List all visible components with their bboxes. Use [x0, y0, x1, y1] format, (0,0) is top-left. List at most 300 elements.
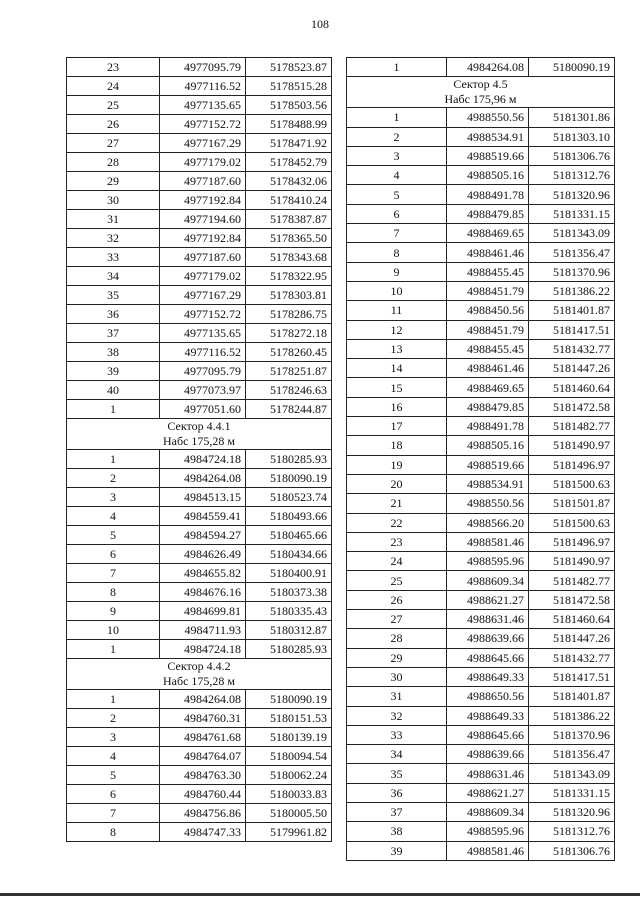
x-coordinate-cell: 4984655.82	[160, 564, 246, 583]
sector-title: Сектор 4.5	[453, 77, 508, 92]
table-row	[347, 243, 615, 262]
table-row	[347, 359, 615, 378]
y-coordinate-cell: 5178471.92	[246, 134, 332, 153]
y-coordinate-cell: 5181386.22	[529, 706, 615, 725]
point-number-cell: 29	[347, 648, 447, 667]
y-coordinate-cell: 5181331.15	[529, 783, 615, 802]
point-number-cell: 1	[67, 400, 160, 419]
x-coordinate-cell: 4977167.29	[160, 286, 246, 305]
point-number-cell: 31	[67, 210, 160, 229]
table-row	[347, 571, 615, 590]
y-coordinate-cell: 5181370.96	[529, 262, 615, 281]
table-row	[67, 621, 332, 640]
x-coordinate-cell: 4984724.18	[160, 450, 246, 469]
table-row	[347, 108, 615, 127]
y-coordinate-cell: 5178272.18	[246, 324, 332, 343]
table-row	[67, 640, 332, 659]
sector-title: Сектор 4.4.2	[167, 659, 231, 673]
y-coordinate-cell: 5180062.24	[246, 766, 332, 785]
x-coordinate-cell: 4984747.33	[160, 823, 246, 842]
table-row	[67, 172, 332, 191]
point-number-cell: 6	[347, 204, 447, 223]
y-coordinate-cell: 5178251.87	[246, 362, 332, 381]
x-coordinate-cell: 4988491.78	[447, 417, 529, 436]
table-row	[67, 400, 332, 419]
y-coordinate-cell: 5181312.76	[529, 822, 615, 841]
x-coordinate-cell: 4984264.08	[160, 690, 246, 709]
x-coordinate-cell: 4984761.68	[160, 728, 246, 747]
table-body	[347, 58, 615, 861]
sector-header	[67, 659, 332, 690]
y-coordinate-cell: 5178410.24	[246, 191, 332, 210]
y-coordinate-cell: 5178246.63	[246, 381, 332, 400]
y-coordinate-cell: 5181401.87	[529, 687, 615, 706]
point-number-cell: 35	[347, 764, 447, 783]
point-number-cell: 32	[347, 706, 447, 725]
page-number: 108	[311, 17, 329, 31]
table-row	[347, 474, 615, 493]
table-row	[67, 58, 332, 77]
y-coordinate-cell: 5178432.06	[246, 172, 332, 191]
point-number-cell: 36	[67, 305, 160, 324]
point-number-cell: 4	[67, 747, 160, 766]
table-row	[347, 667, 615, 686]
x-coordinate-cell: 4988581.46	[447, 532, 529, 551]
x-coordinate-cell: 4988455.45	[447, 262, 529, 281]
point-number-cell: 6	[67, 545, 160, 564]
point-number-cell: 2	[67, 709, 160, 728]
y-coordinate-cell: 5180493.66	[246, 507, 332, 526]
y-coordinate-cell: 5180033.83	[246, 785, 332, 804]
table-row	[347, 436, 615, 455]
table-row	[67, 153, 332, 172]
table-row	[347, 339, 615, 358]
point-number-cell: 9	[67, 602, 160, 621]
point-number-cell: 7	[67, 804, 160, 823]
table-row	[347, 378, 615, 397]
y-coordinate-cell: 5178488.99	[246, 115, 332, 134]
table-row	[67, 381, 332, 400]
y-coordinate-cell: 5180373.38	[246, 583, 332, 602]
point-number-cell: 8	[347, 243, 447, 262]
table-row	[67, 248, 332, 267]
table-row	[67, 690, 332, 709]
y-coordinate-cell: 5181496.97	[529, 455, 615, 474]
x-coordinate-cell: 4988649.33	[447, 706, 529, 725]
x-coordinate-cell: 4977192.84	[160, 229, 246, 248]
y-coordinate-cell: 5180090.19	[246, 690, 332, 709]
x-coordinate-cell: 4988631.46	[447, 764, 529, 783]
y-coordinate-cell: 5180139.19	[246, 728, 332, 747]
x-coordinate-cell: 4988649.33	[447, 667, 529, 686]
table-row	[67, 823, 332, 842]
y-coordinate-cell: 5181432.77	[529, 339, 615, 358]
coordinates-table-left	[66, 57, 332, 842]
y-coordinate-cell: 5178286.75	[246, 305, 332, 324]
x-coordinate-cell: 4988639.66	[447, 629, 529, 648]
x-coordinate-cell: 4988639.66	[447, 745, 529, 764]
y-coordinate-cell: 5181472.58	[529, 590, 615, 609]
y-coordinate-cell: 5181312.76	[529, 166, 615, 185]
x-coordinate-cell: 4984724.18	[160, 640, 246, 659]
y-coordinate-cell: 5181417.51	[529, 667, 615, 686]
x-coordinate-cell: 4977152.72	[160, 305, 246, 324]
table-row	[67, 96, 332, 115]
x-coordinate-cell: 4984699.81	[160, 602, 246, 621]
y-coordinate-cell: 5181447.26	[529, 629, 615, 648]
point-number-cell: 1	[347, 108, 447, 127]
table-row	[347, 185, 615, 204]
table-row	[347, 822, 615, 841]
x-coordinate-cell: 4977135.65	[160, 96, 246, 115]
x-coordinate-cell: 4984559.41	[160, 507, 246, 526]
x-coordinate-cell: 4984264.08	[160, 469, 246, 488]
x-coordinate-cell: 4977051.60	[160, 400, 246, 419]
y-coordinate-cell: 5181320.96	[529, 802, 615, 821]
table-row	[347, 281, 615, 300]
y-coordinate-cell: 5181306.76	[529, 146, 615, 165]
y-coordinate-cell: 5181432.77	[529, 648, 615, 667]
x-coordinate-cell: 4988650.56	[447, 687, 529, 706]
y-coordinate-cell: 5181306.76	[529, 841, 615, 860]
table-row	[347, 783, 615, 802]
table-row	[67, 469, 332, 488]
y-coordinate-cell: 5181356.47	[529, 745, 615, 764]
point-number-cell: 11	[347, 301, 447, 320]
y-coordinate-cell: 5181460.64	[529, 610, 615, 629]
point-number-cell: 18	[347, 436, 447, 455]
point-number-cell: 34	[347, 745, 447, 764]
x-coordinate-cell: 4984760.44	[160, 785, 246, 804]
table-row	[67, 804, 332, 823]
table-row	[347, 745, 615, 764]
point-number-cell: 26	[67, 115, 160, 134]
point-number-cell: 27	[67, 134, 160, 153]
x-coordinate-cell: 4988505.16	[447, 166, 529, 185]
point-number-cell: 25	[347, 571, 447, 590]
point-number-cell: 40	[67, 381, 160, 400]
point-number-cell: 5	[347, 185, 447, 204]
point-number-cell: 28	[67, 153, 160, 172]
y-coordinate-cell: 5181370.96	[529, 725, 615, 744]
point-number-cell: 33	[67, 248, 160, 267]
point-number-cell: 9	[347, 262, 447, 281]
x-coordinate-cell: 4984756.86	[160, 804, 246, 823]
point-number-cell: 37	[67, 324, 160, 343]
y-coordinate-cell: 5181500.63	[529, 474, 615, 493]
y-coordinate-cell: 5181401.87	[529, 301, 615, 320]
x-coordinate-cell: 4988455.45	[447, 339, 529, 358]
x-coordinate-cell: 4984676.16	[160, 583, 246, 602]
x-coordinate-cell: 4977194.60	[160, 210, 246, 229]
table-row	[67, 229, 332, 248]
point-number-cell: 2	[67, 469, 160, 488]
sector-header	[347, 77, 615, 108]
x-coordinate-cell: 4977135.65	[160, 324, 246, 343]
table-row	[347, 648, 615, 667]
table-row	[347, 764, 615, 783]
x-coordinate-cell: 4988451.79	[447, 320, 529, 339]
y-coordinate-cell: 5181482.77	[529, 571, 615, 590]
point-number-cell: 2	[347, 127, 447, 146]
y-coordinate-cell: 5178515.28	[246, 77, 332, 96]
point-number-cell: 3	[67, 728, 160, 747]
y-coordinate-cell: 5180090.19	[246, 469, 332, 488]
point-number-cell: 38	[347, 822, 447, 841]
table-row	[347, 725, 615, 744]
table-row	[347, 58, 615, 77]
sector-header-row	[67, 419, 332, 450]
y-coordinate-cell: 5179961.82	[246, 823, 332, 842]
point-number-cell: 3	[67, 488, 160, 507]
table-row	[67, 728, 332, 747]
y-coordinate-cell: 5178523.87	[246, 58, 332, 77]
point-number-cell: 1	[67, 690, 160, 709]
table-row	[347, 224, 615, 243]
table-row	[67, 583, 332, 602]
point-number-cell: 1	[347, 58, 447, 77]
y-coordinate-cell: 5180151.53	[246, 709, 332, 728]
point-number-cell: 37	[347, 802, 447, 821]
point-number-cell: 32	[67, 229, 160, 248]
table-row	[67, 709, 332, 728]
table-row	[67, 115, 332, 134]
table-row	[347, 417, 615, 436]
point-number-cell: 5	[67, 526, 160, 545]
x-coordinate-cell: 4988451.79	[447, 281, 529, 300]
y-coordinate-cell: 5180005.50	[246, 804, 332, 823]
point-number-cell: 3	[347, 146, 447, 165]
table-body	[67, 58, 332, 842]
table-row	[67, 526, 332, 545]
table-row	[347, 146, 615, 165]
x-coordinate-cell: 4977192.84	[160, 191, 246, 210]
point-number-cell: 17	[347, 417, 447, 436]
point-number-cell: 21	[347, 494, 447, 513]
x-coordinate-cell: 4984764.07	[160, 747, 246, 766]
x-coordinate-cell: 4977116.52	[160, 77, 246, 96]
table-row	[67, 77, 332, 96]
x-coordinate-cell: 4984763.30	[160, 766, 246, 785]
point-number-cell: 6	[67, 785, 160, 804]
sector-height: Набс 175,28 м	[162, 434, 236, 448]
y-coordinate-cell: 5181501.87	[529, 494, 615, 513]
table-row	[347, 802, 615, 821]
x-coordinate-cell: 4977179.02	[160, 267, 246, 286]
x-coordinate-cell: 4988519.66	[447, 455, 529, 474]
point-number-cell: 14	[347, 359, 447, 378]
point-number-cell: 12	[347, 320, 447, 339]
x-coordinate-cell: 4988595.96	[447, 822, 529, 841]
point-number-cell: 36	[347, 783, 447, 802]
y-coordinate-cell: 5178244.87	[246, 400, 332, 419]
y-coordinate-cell: 5180090.19	[529, 58, 615, 77]
point-number-cell: 25	[67, 96, 160, 115]
point-number-cell: 30	[67, 191, 160, 210]
table-row	[67, 450, 332, 469]
y-coordinate-cell: 5178343.68	[246, 248, 332, 267]
table-row	[347, 706, 615, 725]
table-row	[67, 134, 332, 153]
point-number-cell: 20	[347, 474, 447, 493]
point-number-cell: 1	[67, 640, 160, 659]
x-coordinate-cell: 4988566.20	[447, 513, 529, 532]
x-coordinate-cell: 4984760.31	[160, 709, 246, 728]
point-number-cell: 7	[67, 564, 160, 583]
x-coordinate-cell: 4988461.46	[447, 359, 529, 378]
table-row	[67, 602, 332, 621]
y-coordinate-cell: 5181447.26	[529, 359, 615, 378]
table-row	[347, 590, 615, 609]
sector-header	[67, 419, 332, 450]
x-coordinate-cell: 4977116.52	[160, 343, 246, 362]
table-row	[67, 343, 332, 362]
table-row	[67, 545, 332, 564]
table-row	[347, 301, 615, 320]
point-number-cell: 1	[67, 450, 160, 469]
y-coordinate-cell: 5181490.97	[529, 436, 615, 455]
sector-header-row	[67, 659, 332, 690]
point-number-cell: 30	[347, 667, 447, 686]
table-row	[67, 267, 332, 286]
x-coordinate-cell: 4977187.60	[160, 172, 246, 191]
table-row	[67, 362, 332, 381]
table-row	[67, 286, 332, 305]
point-number-cell: 24	[67, 77, 160, 96]
point-number-cell: 19	[347, 455, 447, 474]
point-number-cell: 28	[347, 629, 447, 648]
table-row	[67, 747, 332, 766]
table-row	[347, 204, 615, 223]
table-row	[347, 629, 615, 648]
point-number-cell: 33	[347, 725, 447, 744]
table-row	[67, 210, 332, 229]
table-row	[67, 324, 332, 343]
x-coordinate-cell: 4988469.65	[447, 378, 529, 397]
x-coordinate-cell: 4988479.85	[447, 397, 529, 416]
table-row	[347, 127, 615, 146]
x-coordinate-cell: 4988550.56	[447, 494, 529, 513]
table-row	[347, 610, 615, 629]
y-coordinate-cell: 5178365.50	[246, 229, 332, 248]
point-number-cell: 27	[347, 610, 447, 629]
point-number-cell: 24	[347, 552, 447, 571]
point-number-cell: 4	[347, 166, 447, 185]
point-number-cell: 35	[67, 286, 160, 305]
y-coordinate-cell: 5181482.77	[529, 417, 615, 436]
x-coordinate-cell: 4977095.79	[160, 58, 246, 77]
sector-height: Набс 175,28 м	[162, 674, 236, 688]
coordinates-table-right	[346, 57, 615, 861]
x-coordinate-cell: 4988479.85	[447, 204, 529, 223]
y-coordinate-cell: 5181472.58	[529, 397, 615, 416]
table-row	[347, 262, 615, 281]
y-coordinate-cell: 5181343.09	[529, 224, 615, 243]
x-coordinate-cell: 4984264.08	[447, 58, 529, 77]
y-coordinate-cell: 5181301.86	[529, 108, 615, 127]
x-coordinate-cell: 4988491.78	[447, 185, 529, 204]
x-coordinate-cell: 4977152.72	[160, 115, 246, 134]
point-number-cell: 13	[347, 339, 447, 358]
point-number-cell: 29	[67, 172, 160, 191]
x-coordinate-cell: 4988631.46	[447, 610, 529, 629]
table-row	[347, 687, 615, 706]
y-coordinate-cell: 5180285.93	[246, 450, 332, 469]
y-coordinate-cell: 5181490.97	[529, 552, 615, 571]
point-number-cell: 26	[347, 590, 447, 609]
y-coordinate-cell: 5180312.87	[246, 621, 332, 640]
x-coordinate-cell: 4984513.15	[160, 488, 246, 507]
x-coordinate-cell: 4988621.27	[447, 783, 529, 802]
table-row	[347, 455, 615, 474]
y-coordinate-cell: 5178260.45	[246, 343, 332, 362]
table-row	[67, 766, 332, 785]
x-coordinate-cell: 4977073.97	[160, 381, 246, 400]
y-coordinate-cell: 5181386.22	[529, 281, 615, 300]
x-coordinate-cell: 4988450.56	[447, 301, 529, 320]
x-coordinate-cell: 4988534.91	[447, 127, 529, 146]
y-coordinate-cell: 5180465.66	[246, 526, 332, 545]
point-number-cell: 23	[67, 58, 160, 77]
point-number-cell: 8	[67, 823, 160, 842]
point-number-cell: 31	[347, 687, 447, 706]
y-coordinate-cell: 5180094.54	[246, 747, 332, 766]
x-coordinate-cell: 4984626.49	[160, 545, 246, 564]
y-coordinate-cell: 5180434.66	[246, 545, 332, 564]
y-coordinate-cell: 5178387.87	[246, 210, 332, 229]
x-coordinate-cell: 4988609.34	[447, 571, 529, 590]
bottom-scan-edge	[0, 893, 640, 896]
table-row	[67, 785, 332, 804]
y-coordinate-cell: 5180335.43	[246, 602, 332, 621]
x-coordinate-cell: 4977187.60	[160, 248, 246, 267]
sector-title: Сектор 4.4.1	[167, 419, 231, 433]
table-row	[347, 494, 615, 513]
x-coordinate-cell: 4988519.66	[447, 146, 529, 165]
x-coordinate-cell: 4988595.96	[447, 552, 529, 571]
x-coordinate-cell: 4984711.93	[160, 621, 246, 640]
table-row	[347, 841, 615, 860]
point-number-cell: 39	[67, 362, 160, 381]
y-coordinate-cell: 5181303.10	[529, 127, 615, 146]
sector-height: Набс 175,96 м	[444, 92, 517, 107]
x-coordinate-cell: 4977167.29	[160, 134, 246, 153]
x-coordinate-cell: 4977179.02	[160, 153, 246, 172]
y-coordinate-cell: 5178303.81	[246, 286, 332, 305]
table-row	[347, 552, 615, 571]
x-coordinate-cell: 4984594.27	[160, 526, 246, 545]
table-row	[347, 532, 615, 551]
table-row	[67, 488, 332, 507]
point-number-cell: 7	[347, 224, 447, 243]
y-coordinate-cell: 5180400.91	[246, 564, 332, 583]
point-number-cell: 4	[67, 507, 160, 526]
y-coordinate-cell: 5181496.97	[529, 532, 615, 551]
table-row	[67, 191, 332, 210]
point-number-cell: 10	[67, 621, 160, 640]
x-coordinate-cell: 4988581.46	[447, 841, 529, 860]
table-row	[347, 166, 615, 185]
point-number-cell: 10	[347, 281, 447, 300]
point-number-cell: 39	[347, 841, 447, 860]
y-coordinate-cell: 5181460.64	[529, 378, 615, 397]
table-row	[67, 564, 332, 583]
x-coordinate-cell: 4988461.46	[447, 243, 529, 262]
point-number-cell: 5	[67, 766, 160, 785]
y-coordinate-cell: 5178452.79	[246, 153, 332, 172]
x-coordinate-cell: 4988550.56	[447, 108, 529, 127]
y-coordinate-cell: 5181356.47	[529, 243, 615, 262]
